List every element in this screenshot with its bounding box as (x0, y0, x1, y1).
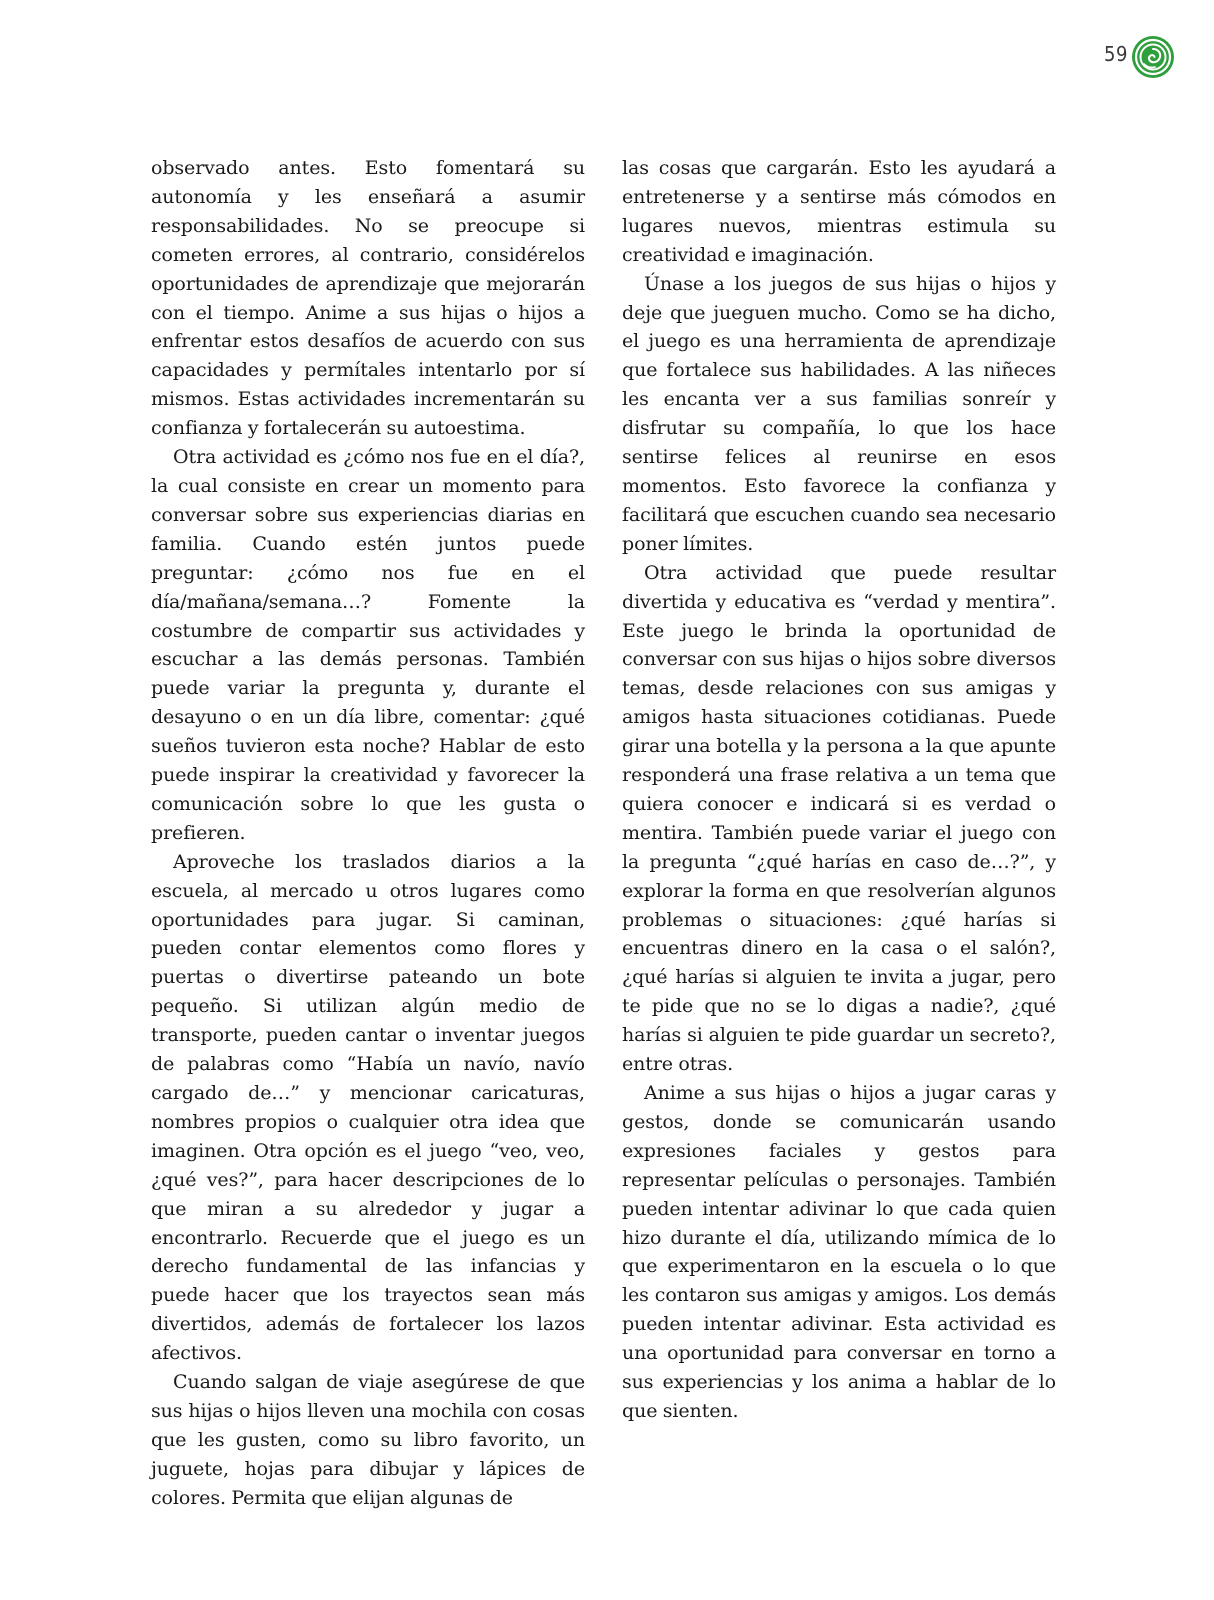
paragraph: observado antes. Esto fomentará su autonomía y les enseñará a asumir responsabilidades. No se preocupe si cometen errores, al contrario, considérelos oportunidades de aprendizaje que mejorarán con el tiempo. Anime a sus hijas o hijos a enfrentar estos desafíos de acuerdo con sus capacidades y permítales intentarlo por sí mismos. Estas actividades incrementarán su confianza y fortalecerán su autoestima. (151, 157, 585, 440)
paragraph: Anime a sus hijas o hijos a jugar caras y gestos, donde se comunicarán usando expresiones faciales y gestos para representar películas o personajes. También pueden intentar adivinar lo que cada quien hizo durante el día, utilizando mímica de lo que experimentaron en la escuela o lo que les contaron sus amigas y amigos. Los demás pueden intentar adivinar. Esta actividad es una oportunidad para conversar en torno a sus experiencias y los anima a hablar de lo que sienten. (622, 1082, 1056, 1422)
paragraph: Cuando salgan de viaje asegúrese de que sus hijas o hijos lleven una mochila con cosas que les gusten, como su libro favorito, un juguete, hojas para dibujar y lápices de colores. Permita que elijan algunas de (151, 1371, 585, 1509)
left-column (151, 154, 585, 1513)
paragraph: Únase a los juegos de sus hijas o hijos y deje que jueguen mucho. Como se ha dicho, el juego es una herramienta de aprendizaje que fortalece sus habilidades. A las niñeces les encanta ver a sus familias sonreír y disfrutar su compañía, lo que los hace sentirse felices al reunirse en esos momentos. Esto favorece la confianza y facilitará que escuchen cuando sea necesario poner límites. (622, 272, 1056, 555)
right-column (622, 154, 1056, 1426)
paragraph: Otra actividad es ¿cómo nos fue en el día?, la cual consiste en crear un momento para conversar sobre sus experiencias diarias en familia. Cuando estén juntos puede preguntar: ¿cómo nos fue en el día/mañana/semana…? Fomente la costumbre de compartir sus actividades y escuchar a las demás personas. También puede variar la pregunta y, durante el desayuno o en un día libre, comentar: ¿qué sueños tuvieron esta noche? Hablar de esto puede inspirar la creatividad y favorecer la comunicación sobre lo que les gusta o prefieren. (151, 446, 585, 844)
paragraph: Otra actividad que puede resultar divertida y educativa es “verdad y mentira”. Este juego le brinda la oportunidad de conversar con sus hijas o hijos sobre diversos temas, desde relaciones con sus amigas y amigos hasta situaciones cotidianas. Puede girar una botella y la persona a la que apunte responderá una frase relativa a un tema que quiera conocer e indicará si es verdad o mentira. También puede variar el juego con la pregunta “¿qué harías en caso de…?”, y explorar la forma en que resolverían algunos problemas o situaciones: ¿qué harías si encuentras dinero en la casa o el salón?, ¿qué harías si alguien te invita a jugar, pero te pide que no se lo digas a nadie?, ¿qué harías si alguien te pide guardar un secreto?, entre otras. (622, 561, 1056, 1076)
page-number: 59 (1104, 42, 1128, 66)
paragraph: las cosas que cargarán. Esto les ayudará a entretenerse y a sentirse más cómodos en lugares nuevos, mientras estimula su creatividad e imaginación. (622, 157, 1056, 266)
paragraph: Aproveche los traslados diarios a la escuela, al mercado u otros lugares como oportunidades para jugar. Si caminan, pueden contar elementos como flores y puertas o divertirse pateando un bote pequeño. Si utilizan algún medio de transporte, pueden cantar o inventar juegos de palabras como “Había un navío, navío cargado de…” y mencionar caricaturas, nombres propios o cualquier otra idea que imaginen. Otra opción es el juego “veo, veo, ¿qué ves?”, para hacer descripciones de lo que miran a su alrededor y jugar a encontrarlo. Recuerde que el juego es un derecho fundamental de las infancias y puede hacer que los trayectos sean más divertidos, además de fortalecer los lazos afectivos. (151, 850, 585, 1365)
green-spiral-logo-icon (1130, 34, 1176, 80)
